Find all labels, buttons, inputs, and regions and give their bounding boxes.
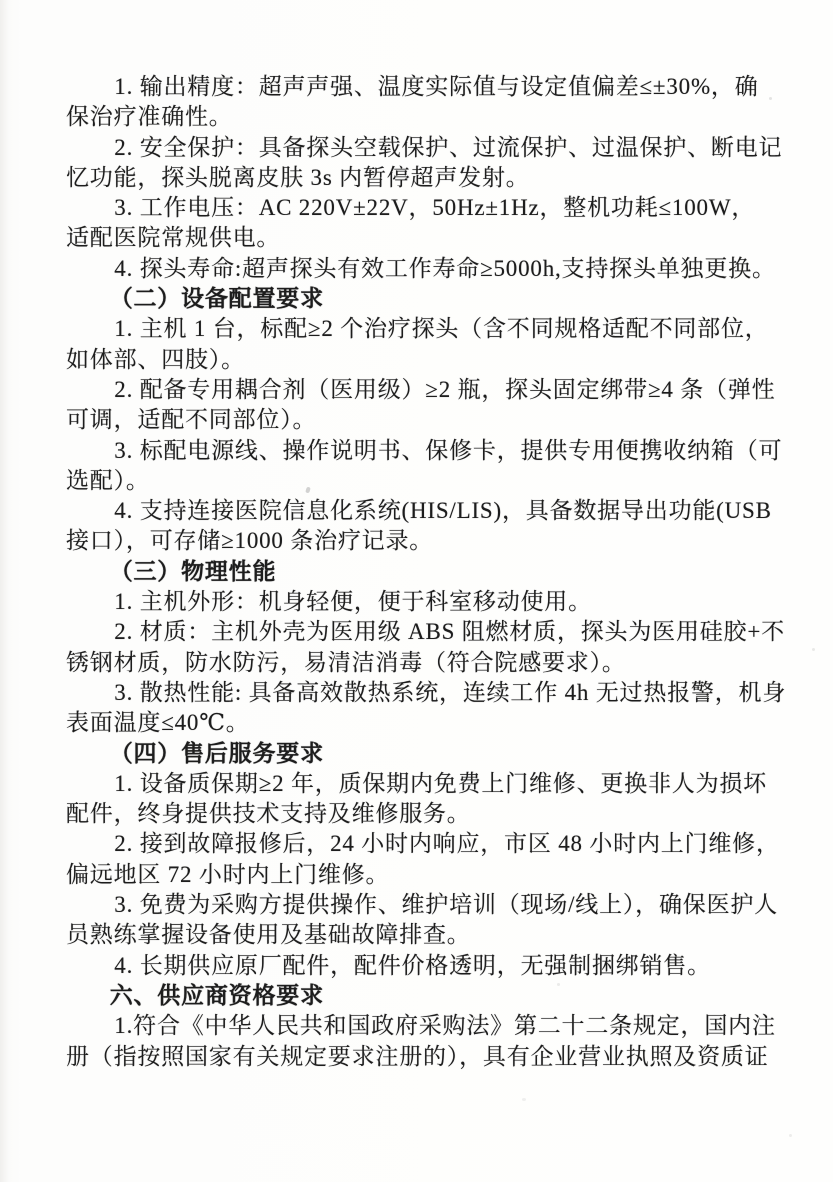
doc-line: 4. 支持连接医院信息化系统(HIS/LIS)，具备数据导出功能(USB [114,498,772,524]
doc-line: 3. 免费为采购方提供操作、维护培训（现场/线上），确保医护人 [114,892,778,918]
doc-line: 配件，终身提供技术支持及维修服务。 [66,801,471,827]
doc-line: 2. 接到故障报修后，24 小时内响应，市区 48 小时内上门维修， [114,831,780,857]
doc-line: 接口），可存储≥1000 条治疗记录。 [66,528,434,554]
doc-line: 册（指按照国家有关规定要求注册的），具有企业营业执照及资质证 [66,1043,769,1069]
doc-line: 表面温度≤40℃。 [66,710,250,736]
doc-line: 1. 输出精度：超声声强、温度实际值与设定值偏差≤±30%，确 [114,74,759,99]
doc-line: 偏远地区 72 小时内上门维修。 [66,861,390,887]
doc-line: 1. 主机外形：机身轻便，便于科室移动使用。 [114,589,592,615]
doc-line: 锈钢材质，防水防污，易清洁消毒（符合院感要求）。 [66,649,626,675]
doc-line: 2. 材质：主机外壳为医用级 ABS 阻燃材质，探头为医用硅胶+不 [114,619,785,645]
scan-speckle [769,97,772,100]
doc-line: 如体部、四肢）。 [66,346,245,372]
section-heading: （三）物理性能 [109,558,277,584]
scan-speckle [522,1098,526,1101]
doc-line: 选配）。 [66,467,150,493]
scan-speckle [812,648,815,651]
section-heading: 六、供应商资格要求 [109,982,324,1008]
document-body [66,72,787,1072]
doc-line: 可调，适配不同部位）。 [66,407,317,433]
doc-line: 员熟练掌握设备使用及基础故障排查。 [66,922,471,948]
doc-line: 忆功能，探头脱离皮肤 3s 内暂停超声发射。 [66,164,530,190]
doc-line: 3. 散热性能: 具备高效散热系统，连续工作 4h 无过热报警，机身 [114,679,787,705]
doc-line: 2. 配备专用耦合剂（医用级）≥2 瓶，探头固定绑带≥4 条（弹性 [114,376,776,402]
doc-line: 4. 长期供应原厂配件，配件价格透明，无强制捆绑销售。 [114,952,711,978]
doc-line: 3. 标配电源线、操作说明书、保修卡，提供专用便携收纳箱（可 [114,437,783,463]
doc-line: 4. 探头寿命:超声探头有效工作寿命≥5000h,支持探头单独更换。 [114,255,776,281]
doc-line: 1. 设备质保期≥2 年，质保期内免费上门维修、更换非人为损坏 [114,770,767,796]
doc-line: 适配医院常规供电。 [66,225,281,251]
section-heading: （四）售后服务要求 [109,740,324,766]
section-heading: （二）设备配置要求 [109,286,324,312]
doc-line: 1.符合《中华人民共和国政府采购法》第二十二条规定，国内注 [114,1013,776,1039]
doc-line: 2. 安全保护：具备探头空载保护、过流保护、过温保护、断电记 [114,134,783,160]
doc-line: 保治疗准确性。 [66,104,233,130]
scan-speckle [789,1134,792,1137]
scan-speckle [557,983,560,986]
doc-line: 1. 主机 1 台，标配≥2 个治疗探头（含不同规格适配不同部位， [114,316,769,342]
doc-line: 3. 工作电压：AC 220V±22V，50Hz±1Hz，整机功耗≤100W， [114,195,756,221]
